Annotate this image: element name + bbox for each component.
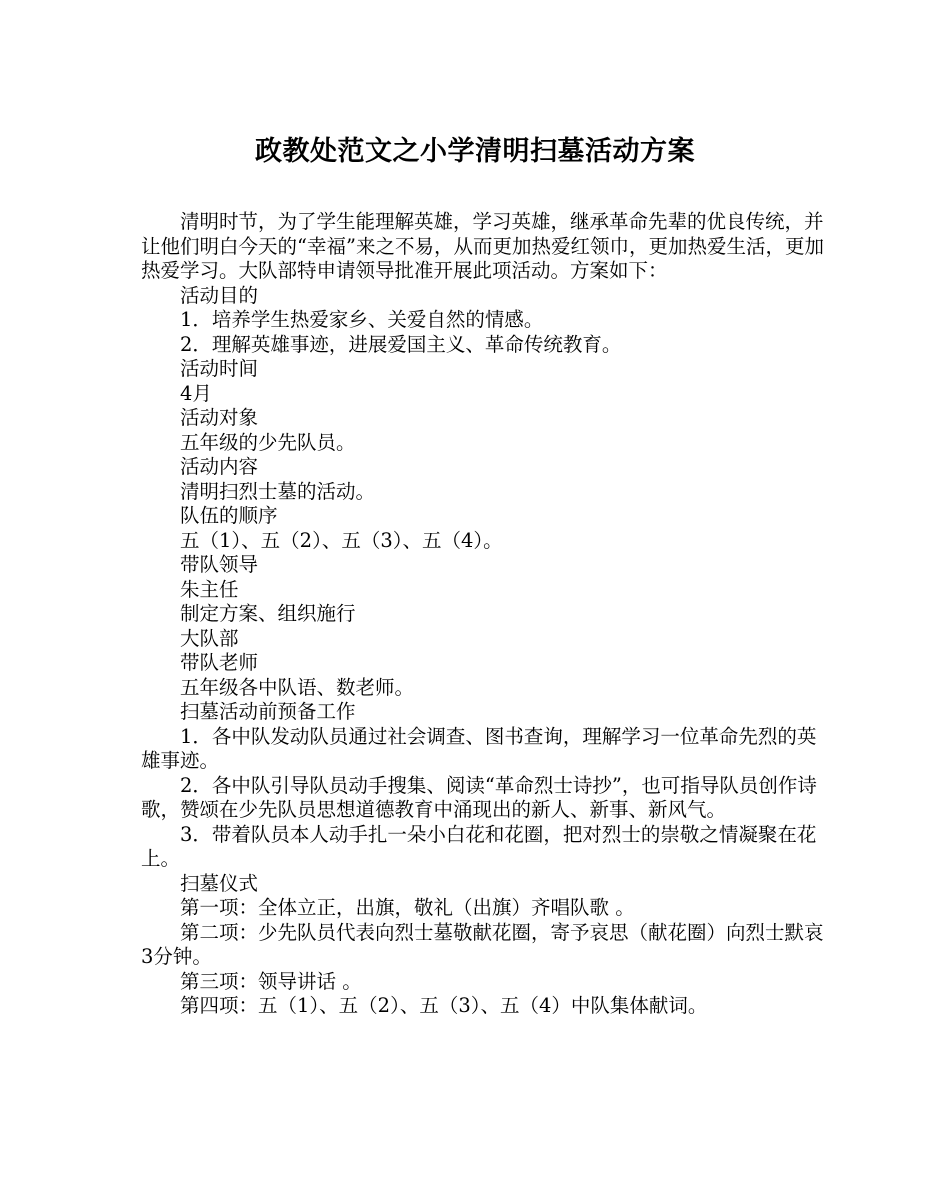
document-title: 政教处范文之小学清明扫墓活动方案 bbox=[255, 136, 695, 167]
section-heading-purpose: 活动目的 bbox=[180, 283, 259, 307]
section-heading-leader: 带队领导 bbox=[180, 553, 259, 576]
section-heading-planning: 制定方案、组织施行 bbox=[180, 602, 356, 625]
ceremony-step-2: 第二项：少先队员代表向烈士墓敬献花圈，寄予哀思（献花圈）向烈士默哀3分钟。 bbox=[141, 920, 824, 968]
order-value: 五（1）、五（2）、五（3）、五（4）。 bbox=[180, 528, 503, 552]
preparation-item-1: 1．各中队发动队员通过社会调查、图书查询，理解学习一位革命先烈的英雄事迹。 bbox=[141, 724, 817, 772]
section-heading-time: 活动时间 bbox=[180, 357, 259, 380]
teachers-value: 五年级各中队语、数老师。 bbox=[180, 675, 415, 699]
purpose-item-2: 2．理解英雄事迹，进展爱国主义、革命传统教育。 bbox=[180, 332, 622, 356]
planning-value: 大队部 bbox=[180, 626, 239, 650]
intro-paragraph: 清明时节，为了学生能理解英雄，学习英雄，继承革命先辈的优良传统，并让他们明白今天的“幸福”来之不易，从而更加热爱红领巾，更加热爱生活，更加热爱学习。大队部特申请领导批准开展此项活动。方案如下： bbox=[141, 210, 824, 282]
leader-value: 朱主任 bbox=[180, 577, 239, 601]
document-body bbox=[141, 210, 831, 1019]
section-heading-order: 队伍的顺序 bbox=[180, 504, 278, 527]
time-value: 4月 bbox=[180, 381, 212, 405]
section-heading-preparation: 扫墓活动前预备工作 bbox=[180, 700, 356, 723]
purpose-item-1: 1．培养学生热爱家乡、关爱自然的情感。 bbox=[180, 308, 544, 331]
ceremony-step-1: 第一项：全体立正，出旗，敬礼（出旗）齐唱队歌 。 bbox=[180, 896, 635, 919]
section-heading-ceremony: 扫墓仪式 bbox=[180, 871, 259, 895]
participants-value: 五年级的少先队员。 bbox=[180, 430, 356, 454]
section-heading-participants: 活动对象 bbox=[180, 406, 259, 429]
preparation-item-2: 2．各中队引导队员动手搜集、阅读“革命烈士诗抄”，也可指导队员创作诗歌，赞颂在少先队员思想道德教育中涌现出的新人、新事、新风气。 bbox=[141, 773, 817, 821]
preparation-item-3: 3．带着队员本人动手扎一朵小白花和花圈，把对烈士的崇敬之情凝聚在花上。 bbox=[141, 822, 817, 870]
ceremony-step-3: 第三项：领导讲话 。 bbox=[180, 969, 362, 993]
section-heading-content: 活动内容 bbox=[180, 455, 259, 478]
content-value: 清明扫烈士墓的活动。 bbox=[180, 479, 376, 503]
section-heading-teachers: 带队老师 bbox=[180, 651, 259, 674]
ceremony-step-4: 第四项：五（1）、五（2）、五（3）、五（4）中队集体献词。 bbox=[180, 994, 708, 1017]
